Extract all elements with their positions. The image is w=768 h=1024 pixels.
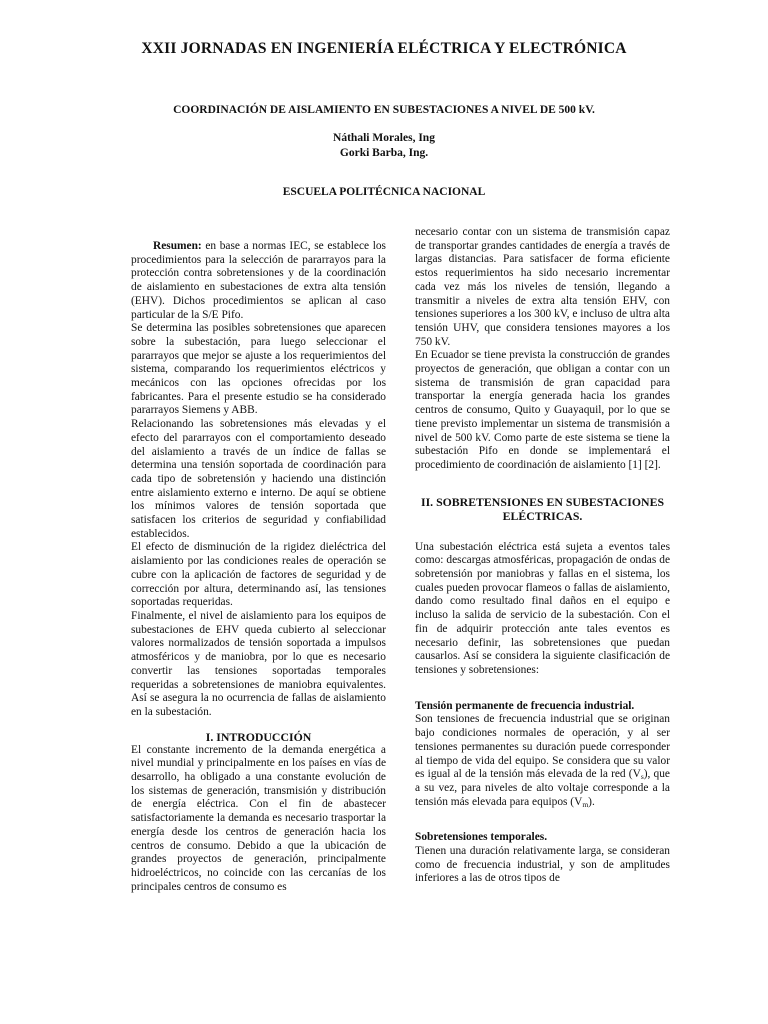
body-text: Son tensiones de frecuencia industrial que se originan bajo condiciones normales de operación, y al ser tensiones permanentes su duración puede corresponder al tiempo de vida del equipo. Se considera que su valor es igual al de la tensión más elevada de la red (V [415, 713, 670, 781]
section-heading [415, 495, 670, 523]
author-list [0, 131, 768, 161]
abstract-paragraph: Relacionando las sobretensiones más elevadas y el efecto del pararrayos con el comportamiento deseado del aislamiento a través de un índice de fallas se determina una tensión soportada de coordinación para cada tipo de sobretensión y haciendo una distinción entre aislamiento externo e interno. De aquí se obtiene los mínimos valores de tensión soportada que satisfacen los criterios de seguridad y confiabilidad establecidos. [131, 418, 386, 540]
abstract-label: Resumen: [153, 240, 202, 252]
body-paragraph: necesario contar con un sistema de transmisión capaz de transportar grandes cantidades de energía a través de largas distancias. Para satisfacer de forma eficiente estos requerimientos ha sido necesario incrementar cada vez más los niveles de tensión, llegando a transmitir a niveles de extra alta tensión EHV, con tensiones superiores a los 300 kV, e incluso de ultra alta tensión UHV, que considera tensiones mayores a los 750 kV. [415, 226, 670, 348]
body-text: ), que a su vez, para niveles de alto voltaje corresponde a la tensión más elevada para equipos (V [415, 768, 670, 808]
section-heading-line: II. SOBRETENSIONES EN SUBESTACIONES [420, 494, 665, 509]
body-paragraph: Tienen una duración relativamente larga, se consideran como de frecuencia industrial, y son de amplitudes inferiores a las de otros tipos de [415, 845, 670, 885]
author-name: Gorki Barba, Ing. [339, 147, 429, 159]
abstract-paragraph: Se determina las posibles sobretensiones que aparecen sobre la subestación, para luego seleccionar el pararrayos que mejor se ajuste a los requerimientos del sistema, comparando los requerimientos eléctricos y mecánicos con las opciones ofrecidas por los fabricantes. Para el presente estudio se ha considerado pararrayos Siemens y ABB. [131, 322, 386, 417]
subscript: m [582, 799, 589, 809]
institution: ESCUELA POLITÉCNICA NACIONAL [282, 186, 486, 198]
section-heading-line: ELÉCTRICAS. [502, 508, 583, 523]
right-column [415, 226, 670, 886]
subsection-heading: Sobretensiones temporales. [415, 831, 548, 844]
abstract-paragraph [131, 240, 386, 322]
abstract-paragraph: El efecto de disminución de la rigidez dieléctrica del aislamiento por las condiciones reales de operación se cubre con la aplicación de factores de seguridad y de corrección por altura, determinando así, las tensiones soportadas requeridas. [131, 541, 386, 609]
abstract-text: en base a normas IEC, se establece los procedimientos para la selección de pararrayos para la protección contra sobretensiones y de la coordinación de aislamiento en subestaciones de extra alta tensión (EHV). Dichos procedimientos se aplican al caso particular de la S/E Pifo. [131, 240, 386, 321]
abstract-paragraph: Finalmente, el nivel de aislamiento para los equipos de subestaciones de EHV queda cubierto al seleccionar valores normalizados de tensión soportada a impulsos atmosféricos y de maniobra, por lo que es necesario convertir las tensiones soportadas temporales requeridas a sobretensiones de maniobra equivalentes. Así se asegura la no ocurrencia de fallas de aislamiento en la subestación. [131, 609, 386, 718]
body-paragraph: Una subestación eléctrica está sujeta a eventos tales como: descargas atmosféricas, propagación de ondas de sobretensión por maniobras y fallas en el sistema, los cuales pueden provocar flameos o fallas de aislamiento, dando como resultado final daños en el equipo e incluso la salida de servicio de la subestación. Con el fin de adquirir protección ante tales eventos es necesario definir, las sobretensiones que puedan causarlos. Así se considera la siguiente clasificación de tensiones y sobretensiones: [415, 540, 670, 676]
body-text: ). [588, 795, 595, 808]
left-column [131, 240, 386, 894]
body-paragraph: El constante incremento de la demanda energética a nivel mundial y principalmente en los países en vías de desarrollo, ha obligado a una constante evolución de los sistemas de generación, transmisión y distribución de energía eléctrica. Con el fin de abastecer satisfactoriamente la demanda es necesario trasportar la energía desde los centros de generación hacia los centros de consumo. Debido a que la ubicación de grandes proyectos de generación, principalmente hidroeléctricos, no coincide con las cercanías de los principales centros de consumo es [131, 743, 386, 893]
author-name: Náthali Morales, Ing [333, 132, 435, 144]
body-paragraph: En Ecuador se tiene prevista la construcción de grandes proyectos de generación, que obligan a contar con un sistema de transmisión de gran capacidad para transportar la energía generada hacia los grandes centros de consumo, Quito y Guayaquil, por lo que se tiene previsto implementar un sistema de transmisión a nivel de 500 kV. Como parte de este sistema se tiene la subestación Pifo en donde se implementará el procedimiento de coordinación de aislamiento [1] [2]. [415, 349, 670, 471]
paper-title: COORDINACIÓN DE AISLAMIENTO EN SUBESTACIONES A NIVEL DE 500 kV. [173, 104, 595, 116]
body-paragraph [415, 713, 670, 809]
section-heading: I. INTRODUCCIÓN [205, 729, 312, 744]
subscript: s [640, 772, 644, 782]
conference-title: XXII JORNADAS EN INGENIERÍA ELÉCTRICA Y ELECTRÓNICA [141, 40, 627, 57]
subsection-heading: Tensión permanente de frecuencia industrial. [415, 699, 635, 712]
